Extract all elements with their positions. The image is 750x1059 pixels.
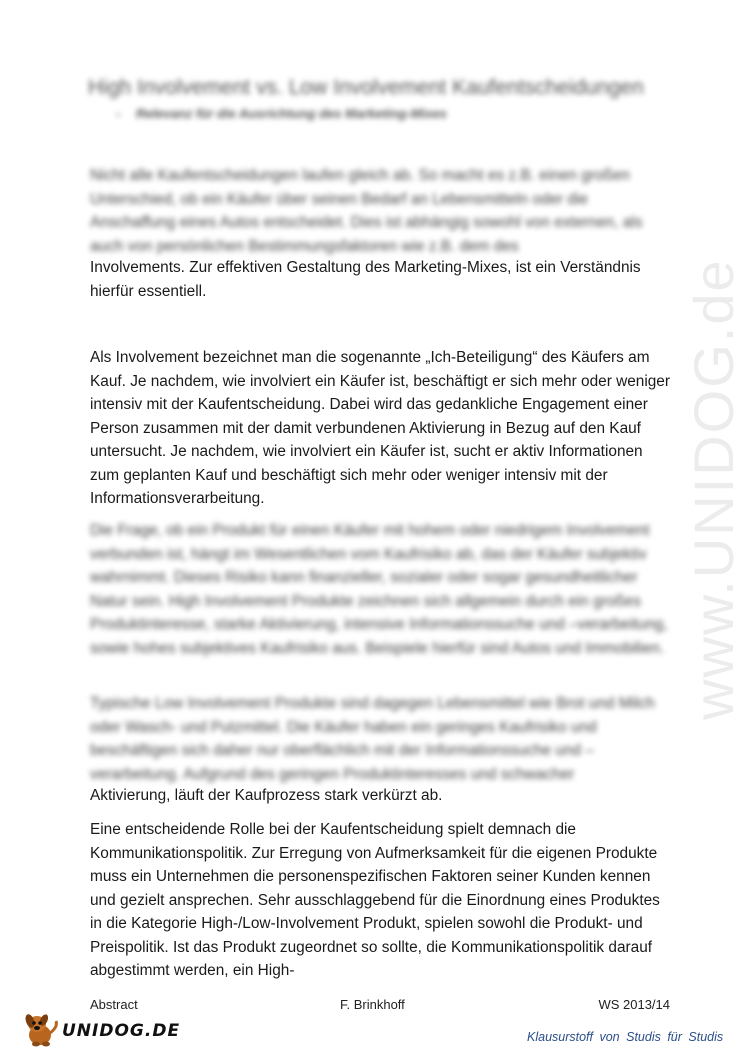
paragraph-4-blurred: [90, 692, 670, 786]
paragraph-1-visible-text: Involvements. Zur effektiven Gestaltung des Marketing-Mixes, ist ein Verständnis hierfür essentiell.: [90, 259, 641, 300]
paragraph-3-blurred-text: Die Frage, ob ein Produkt für einen Käufer mit hohem oder niedrigem Involvement verbunden ist, hängt im Wesentlichen vom Kaufrisiko ab, das der Käufer subjektiv wahrnimmt. Dieses Risiko kann finanzieller, sozialer oder sogar gesundheitlicher Natur sein. High Involvement Produkte zeichnen sich allgemein durch ein großes Produktinteresse, starke Aktivierung, intensive Informationssuche und –verarbeitung, sowie hohes subjektives Kaufrisiko aus. Beispiele hierfür sind Autos und Immobilien.: [90, 522, 668, 657]
paragraph-3-blurred: [90, 519, 670, 660]
paragraph-1-visible: [90, 256, 670, 303]
logo-wordmark: UNIDOG.DE: [62, 1021, 181, 1041]
footer-left: Abstract: [90, 997, 138, 1012]
paragraph-1-blurred-text: Nicht alle Kaufentscheidungen laufen gleich ab. So macht es z.B. einen großen Unterschied, ob ein Käufer über seinen Bedarf an Lebensmitteln oder die Anschaffung eines Autos entscheidet. Dies ist abhängig sowohl von externen, als auch von persönlichen Bestimmungsfaktoren wie z.B. dem des: [90, 167, 643, 255]
paragraph-1-blurred: [90, 164, 670, 256]
paragraph-5: [90, 818, 670, 983]
subtitle-text: Relevanz für die Ausrichtung des Marketing-Mixes: [136, 106, 447, 121]
paragraph-4-visible-text: Aktivierung, läuft der Kaufprozess stark verkürzt ab.: [90, 787, 443, 804]
paragraph-2: [90, 346, 670, 511]
unidog-logo[interactable]: [22, 1011, 182, 1049]
paragraph-4-blurred-text: Typische Low Involvement Produkte sind dagegen Lebensmittel wie Brot und Milch oder Wasch- und Putzmittel. Die Käufer haben ein geringes Kaufrisiko und beschäftigen sich daher nur oberflächlich mit der Informationssuche und –verarbeitung. Aufgrund des geringen Produktinteresses und schwacher: [90, 695, 655, 783]
footer-semester: WS 2013/14: [598, 997, 670, 1012]
document-title: High Involvement vs. Low Involvement Kaufentscheidungen: [88, 76, 644, 99]
dog-mascot-icon: [22, 1011, 62, 1049]
watermark: www.UNIDOG.de: [682, 258, 745, 720]
paragraph-2-text: Als Involvement bezeichnet man die sogenannte „Ich-Beteiligung“ des Käufers am Kauf. Je nachdem, wie involviert ein Käufer ist, beschäftigt er sich mehr oder weniger intensiv mit der Kaufentscheidung. Dabei wird das gedankliche Engagement einer Person zusammen mit der damit verbundenen Aktivierung in Bezug auf den Kauf untersucht. Je nachdem, wie involviert ein Käufer ist, sucht er aktiv Informationen zum geplanten Kauf und beschäftigt sich mehr oder weniger intensiv mit der Informationsverarbeitung.: [90, 349, 670, 507]
document-subtitle: [116, 105, 676, 123]
subtitle-dash: -: [116, 106, 121, 121]
paragraph-5-text: Eine entscheidende Rolle bei der Kaufentscheidung spielt demnach die Kommunikationspolitik. Zur Erregung von Aufmerksamkeit für die eigenen Produkte muss ein Unternehmen die personenspezifischen Faktoren seiner Kunden kennen und gezielt ansprechen. Sehr ausschlaggebend für die Einordnung eines Produktes in die Kategorie High-/Low-Involvement Produkt, spielen sowohl die Produkt- und Preispolitik. Ist das Produkt zugeordnet so sollte, die Kommunikationspolitik darauf abgestimmt werden, ein High-: [90, 821, 660, 979]
footer-author: F. Brinkhoff: [340, 997, 405, 1012]
tagline: Klausurstoff von Studis für Studis: [527, 1030, 724, 1044]
paragraph-4-visible: [90, 784, 670, 808]
